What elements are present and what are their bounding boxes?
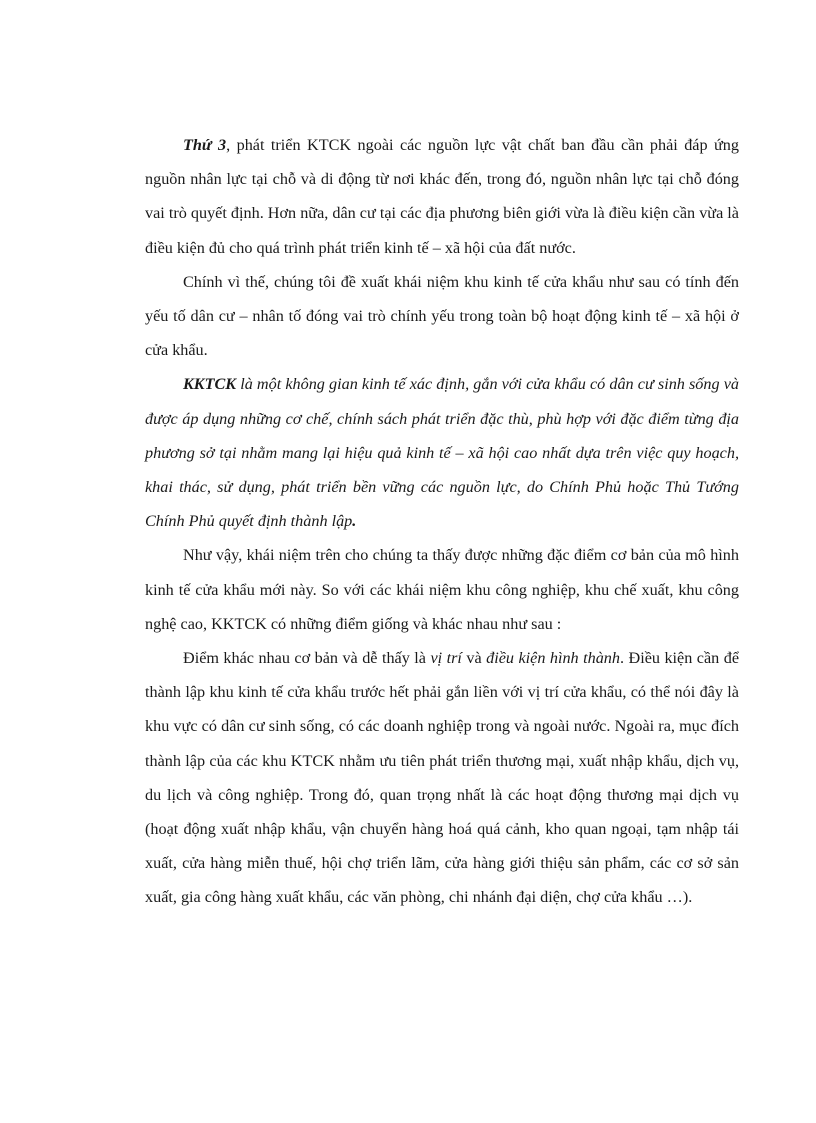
- definition-term: KKTCK: [183, 375, 237, 394]
- paragraph-text: Như vậy, khái niệm trên cho chúng ta thấy được những đặc điểm cơ bản của mô hình kinh tế cửa khẩu mới này. So với các khái niệm khu công nghiệp, khu chế xuất, khu công nghệ cao, KKTCK có những điểm giống và khác nhau như sau :: [145, 546, 739, 633]
- paragraph-text: Chính vì thế, chúng tôi đề xuất khái niệm khu kinh tế cửa khẩu như sau có tính đến yếu tố dân cư – nhân tố đóng vai trò chính yếu trong toàn bộ hoạt động kinh tế – xã hội ở cửa khẩu.: [145, 272, 739, 360]
- definition-text: là một không gian kinh tế xác định, gắn với cửa khẩu có dân cư sinh sống và được áp dụng những cơ chế, chính sách phát triển đặc thù, phù hợp với đặc điểm từng địa phương sở tại nhằm mang lại hiệu quả kinh tế – xã hội cao nhất dựa trên việc quy hoạch, khai thác, sử dụng, phát triển bền vững các nguồn lực, do Chính Phủ hoặc Thủ Tướng Chính Phủ quyết định thành lập: [145, 375, 739, 531]
- paragraph-proposal: [145, 265, 739, 368]
- paragraph-text-1: Điểm khác nhau cơ bản và dễ thấy là: [183, 649, 431, 668]
- paragraph-lead-thu-3: Thứ 3: [183, 136, 227, 154]
- document-page: [145, 128, 739, 915]
- emphasis-location: vị trí: [430, 649, 462, 668]
- definition-end: .: [352, 512, 357, 531]
- paragraph-thu-3: [145, 128, 739, 265]
- paragraph-text: , phát triển KTCK ngoài các nguồn lực vật chất ban đầu cần phải đáp ứng nguồn nhân lực tại chỗ và di động từ nơi khác đến, trong đó, nguồn nhân lực tại chỗ đóng vai trò quyết định. Hơn nữa, dân cư tại các địa phương biên giới vừa là điều kiện cần vừa là điều kiện đủ cho quá trình phát triển kinh tế – xã hội của đất nước.: [145, 136, 739, 257]
- paragraph-definition: [145, 367, 739, 538]
- paragraph-differences: [145, 641, 739, 915]
- paragraph-text-3: . Điều kiện cần để thành lập khu kinh tế cửa khẩu trước hết phải gắn liền với vị trí cửa khẩu, có thể nói đây là khu vực có dân cư sinh sống, có các doanh nghiệp trong và ngoài nước. Ngoài ra, mục đích thành lập của các khu KTCK nhằm ưu tiên phát triển thương mại, xuất nhập khẩu, dịch vụ, du lịch và công nghiệp. Trong đó, quan trọng nhất là các hoạt động thương mại dịch vụ (hoạt động xuất nhập khẩu, vận chuyển hàng hoá quá cảnh, kho quan ngoại, tạm nhập tái xuất, cửa hàng miễn thuế, hội chợ triển lãm, cửa hàng giới thiệu sản phẩm, các cơ sở sản xuất, gia công hàng xuất khẩu, các văn phòng, chi nhánh đại diện, chợ cửa khẩu …).: [145, 649, 739, 907]
- paragraph-text-2: và: [461, 649, 487, 668]
- paragraph-characteristics: [145, 538, 739, 641]
- emphasis-formation-conditions: điều kiện hình thành: [486, 649, 620, 668]
